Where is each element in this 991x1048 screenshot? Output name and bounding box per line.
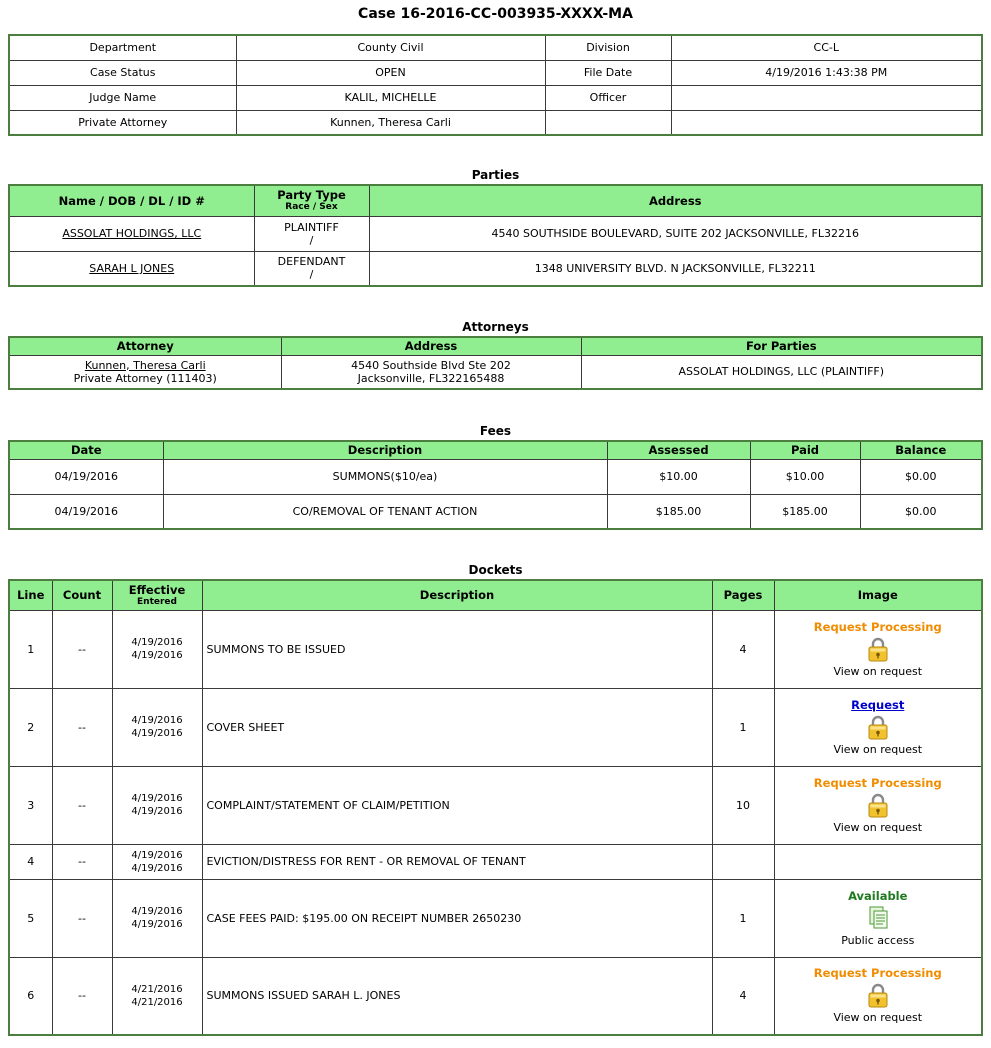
docket-row: [9, 844, 982, 879]
case-value: [236, 35, 545, 60]
parties-title: Parties: [471, 168, 520, 182]
col-effective: Effective Entered: [112, 580, 202, 610]
case-label: [9, 35, 236, 60]
fee-desc-cell: [163, 494, 607, 529]
col-docket-description: Description: [202, 580, 712, 610]
docket-row: [9, 610, 982, 688]
dockets-table: [8, 579, 983, 1036]
docket-description-cell: [202, 766, 712, 844]
docket-entered-date: 4/19/2016: [131, 862, 183, 874]
party-type: DEFENDANT: [277, 255, 346, 269]
fee-paid-cell: [750, 459, 860, 494]
col-balance: Balance: [860, 441, 982, 459]
docket-count: --: [78, 642, 86, 656]
docket-line-cell: [9, 957, 52, 1035]
docket-description-cell: [202, 610, 712, 688]
docket-effective-date: 4/19/2016: [131, 906, 183, 917]
fees-title: Fees: [479, 424, 512, 438]
attorney-name-link[interactable]: Kunnen, Theresa Carli: [84, 358, 206, 372]
attorney-cell: [9, 355, 281, 389]
docket-description: SUMMONS TO BE ISSUED: [206, 642, 346, 656]
lock-icon: [867, 792, 889, 818]
docket-count: --: [78, 798, 86, 812]
case-value: [671, 110, 982, 135]
docket-line: 5: [27, 911, 35, 925]
case-value: [236, 85, 545, 110]
case-value: [236, 110, 545, 135]
docket-row: [9, 766, 982, 844]
case-value-text: OPEN: [375, 66, 406, 79]
case-label-text: Private Attorney: [78, 115, 168, 129]
case-value-text: County Civil: [357, 41, 424, 55]
image-access-note: View on request: [833, 1011, 923, 1025]
case-label: [9, 110, 236, 135]
docket-line-cell: [9, 688, 52, 766]
party-race-sex: /: [309, 268, 314, 282]
case-value: [671, 60, 982, 85]
image-access-note: View on request: [833, 820, 923, 834]
fee-date-cell: [9, 459, 163, 494]
attorney-address-cell: [281, 355, 581, 389]
docket-pages-cell: [712, 610, 774, 688]
image-access-note: View on request: [833, 742, 923, 756]
docket-count-cell: [52, 844, 112, 879]
attorneys-table: [8, 336, 983, 390]
fee-date-cell: [9, 494, 163, 529]
docket-description-cell: [202, 688, 712, 766]
docket-pages: 1: [739, 911, 747, 925]
party-name-link[interactable]: ASSOLAT HOLDINGS, LLC: [62, 227, 202, 240]
col-date: Date: [9, 441, 163, 459]
docket-count: --: [78, 911, 86, 925]
party-type: PLAINTIFF: [284, 220, 339, 234]
docket-entered-date: 4/19/2016: [131, 728, 183, 739]
docket-line: 2: [27, 720, 35, 734]
lock-icon: [867, 982, 889, 1008]
fee-date: 04/19/2016: [54, 504, 118, 518]
docket-entered-date: 4/19/2016: [131, 806, 183, 817]
docket-count-cell: [52, 610, 112, 688]
docket-effective-date: 4/19/2016: [131, 637, 183, 648]
party-type-cell: [254, 216, 369, 251]
fee-desc: CO/REMOVAL OF TENANT ACTION: [292, 504, 478, 518]
docket-entered-date: 4/21/2016: [131, 996, 183, 1008]
docket-count: --: [78, 720, 86, 734]
case-value: [671, 85, 982, 110]
docket-effective-date: 4/21/2016: [131, 983, 183, 995]
party-row: [9, 251, 982, 286]
docket-image-cell: [774, 610, 982, 688]
col-for-parties: For Parties: [581, 337, 982, 355]
docket-line: 4: [27, 855, 35, 868]
docket-line: 3: [27, 798, 35, 812]
docket-image-cell: [774, 766, 982, 844]
docket-pages: 1: [739, 720, 747, 734]
case-label-text: Judge Name: [89, 91, 157, 104]
docket-entered-date: 4/19/2016: [131, 650, 183, 661]
case-label-text: Case Status: [90, 66, 156, 79]
docket-line: 6: [27, 989, 35, 1003]
case-title: Case 16-2016-CC-003935-XXXX-MA: [358, 6, 633, 22]
docket-count-cell: [52, 766, 112, 844]
docket-row: [9, 957, 982, 1035]
docket-description: COVER SHEET: [206, 720, 285, 734]
case-value: [671, 35, 982, 60]
case-info-row: [9, 85, 982, 110]
party-address: 1348 UNIVERSITY BLVD. N JACKSONVILLE, FL32211: [534, 261, 816, 275]
case-value-text: Kunnen, Theresa Carli: [330, 115, 451, 129]
available-status: Available: [848, 888, 908, 903]
col-assessed: Assessed: [607, 441, 750, 459]
docket-pages-cell: [712, 957, 774, 1035]
docket-effective-cell: [112, 957, 202, 1035]
attorney-role: Private Attorney (111403): [73, 371, 217, 385]
docket-effective-cell: [112, 844, 202, 879]
col-attorney-address: Address: [281, 337, 581, 355]
document-icon: [867, 905, 889, 931]
lock-icon: [867, 714, 889, 740]
docket-line: 1: [27, 642, 35, 656]
party-address: 4540 SOUTHSIDE BOULEVARD, SUITE 202 JACKSONVILLE, FL32216: [491, 227, 859, 240]
docket-image-cell: [774, 957, 982, 1035]
col-count: Count: [52, 580, 112, 610]
fee-row: [9, 494, 982, 529]
docket-count: --: [78, 855, 86, 868]
case-value: [236, 60, 545, 85]
docket-row: [9, 879, 982, 957]
col-name: Name / DOB / DL / ID #: [9, 185, 254, 216]
docket-pages-cell: [712, 844, 774, 879]
docket-line-cell: [9, 766, 52, 844]
col-address: Address: [369, 185, 982, 216]
attorney-address-line: Jacksonville, FL322165488: [357, 371, 505, 385]
attorney-for-cell: [581, 355, 982, 389]
docket-pages: 4: [739, 989, 747, 1003]
request-processing-status: Request Processing: [813, 619, 942, 634]
request-link[interactable]: Request: [851, 697, 905, 712]
case-label-text: Division: [586, 41, 630, 55]
request-processing-status: Request Processing: [813, 775, 942, 790]
party-type-cell: [254, 251, 369, 286]
party-race-sex: /: [309, 233, 314, 247]
docket-description-cell: [202, 879, 712, 957]
docket-description: CASE FEES PAID: $195.00 ON RECEIPT NUMBER 2650230: [206, 911, 522, 925]
case-label: [545, 85, 671, 110]
case-label: [9, 85, 236, 110]
fee-paid: $185.00: [782, 504, 828, 518]
case-value-text: 4/19/2016 1:43:38 PM: [765, 66, 888, 79]
docket-effective-cell: [112, 879, 202, 957]
docket-effective-date: 4/19/2016: [131, 793, 183, 804]
attorneys-title: Attorneys: [462, 320, 529, 334]
case-value-text: KALIL, MICHELLE: [344, 91, 437, 104]
docket-row: [9, 688, 982, 766]
docket-image-cell: [774, 879, 982, 957]
case-info-row: [9, 35, 982, 60]
fee-balance-cell: [860, 494, 982, 529]
docket-count-cell: [52, 879, 112, 957]
case-label: [545, 110, 671, 135]
fee-assessed-cell: [607, 494, 750, 529]
fee-desc-cell: [163, 459, 607, 494]
fee-row: [9, 459, 982, 494]
fee-balance: $0.00: [905, 470, 937, 483]
docket-count: --: [78, 989, 86, 1003]
docket-effective-cell: [112, 688, 202, 766]
docket-pages-cell: [712, 879, 774, 957]
image-access-note: View on request: [833, 664, 923, 678]
image-access-note: Public access: [841, 933, 915, 947]
case-value-text: CC-L: [813, 41, 839, 55]
docket-count-cell: [52, 957, 112, 1035]
docket-description: SUMMONS ISSUED SARAH L. JONES: [206, 989, 401, 1003]
docket-description: EVICTION/DISTRESS FOR RENT - OR REMOVAL OF TENANT: [206, 855, 526, 868]
docket-line-cell: [9, 879, 52, 957]
party-address-cell: [369, 251, 982, 286]
request-processing-status: Request Processing: [813, 966, 942, 981]
case-info-row: [9, 110, 982, 135]
fee-paid-cell: [750, 494, 860, 529]
attorney-address-line: 4540 Southside Blvd Ste 202: [351, 358, 511, 372]
party-name-link[interactable]: SARAH L JONES: [89, 261, 175, 275]
docket-effective-cell: [112, 766, 202, 844]
docket-pages-cell: [712, 688, 774, 766]
docket-count-cell: [52, 688, 112, 766]
docket-effective-cell: [112, 610, 202, 688]
fees-table: [8, 440, 983, 530]
col-party-type: Party Type Race / Sex: [254, 185, 369, 216]
party-row: [9, 216, 982, 251]
attorney-for-parties: ASSOLAT HOLDINGS, LLC (PLAINTIFF): [678, 365, 885, 379]
col-pages: Pages: [712, 580, 774, 610]
case-info-row: [9, 60, 982, 85]
fee-paid: $10.00: [785, 470, 825, 483]
col-image: Image: [774, 580, 982, 610]
case-info-table: [8, 34, 983, 136]
docket-image-cell: [774, 688, 982, 766]
docket-pages: 4: [739, 642, 747, 656]
case-label: [545, 60, 671, 85]
party-name-cell: [9, 216, 254, 251]
docket-line-cell: [9, 844, 52, 879]
fee-assessed-cell: [607, 459, 750, 494]
fee-balance: $0.00: [905, 504, 937, 518]
col-attorney: Attorney: [9, 337, 281, 355]
col-fee-description: Description: [163, 441, 607, 459]
case-label: [545, 35, 671, 60]
docket-description-cell: [202, 844, 712, 879]
fee-desc: SUMMONS($10/ea): [332, 470, 438, 483]
docket-effective-date: 4/19/2016: [131, 849, 183, 861]
col-line: Line: [9, 580, 52, 610]
dockets-title: Dockets: [468, 563, 523, 577]
fee-date: 04/19/2016: [54, 470, 118, 483]
case-label: [9, 60, 236, 85]
docket-pages-cell: [712, 766, 774, 844]
case-label-text: Officer: [589, 91, 627, 104]
fee-balance-cell: [860, 459, 982, 494]
docket-entered-date: 4/19/2016: [131, 919, 183, 930]
party-name-cell: [9, 251, 254, 286]
docket-pages: 10: [736, 798, 750, 812]
fee-assessed: $185.00: [655, 504, 702, 518]
docket-line-cell: [9, 610, 52, 688]
docket-description: COMPLAINT/STATEMENT OF CLAIM/PETITION: [206, 798, 450, 812]
parties-table: [8, 184, 983, 287]
fee-assessed: $10.00: [659, 470, 698, 483]
attorney-row: [9, 355, 982, 389]
col-paid: Paid: [750, 441, 860, 459]
case-label-text: File Date: [583, 66, 633, 79]
party-address-cell: [369, 216, 982, 251]
docket-effective-date: 4/19/2016: [131, 715, 183, 726]
docket-image-cell: [774, 844, 982, 879]
docket-description-cell: [202, 957, 712, 1035]
case-label-text: Department: [89, 41, 157, 55]
lock-icon: [867, 636, 889, 662]
